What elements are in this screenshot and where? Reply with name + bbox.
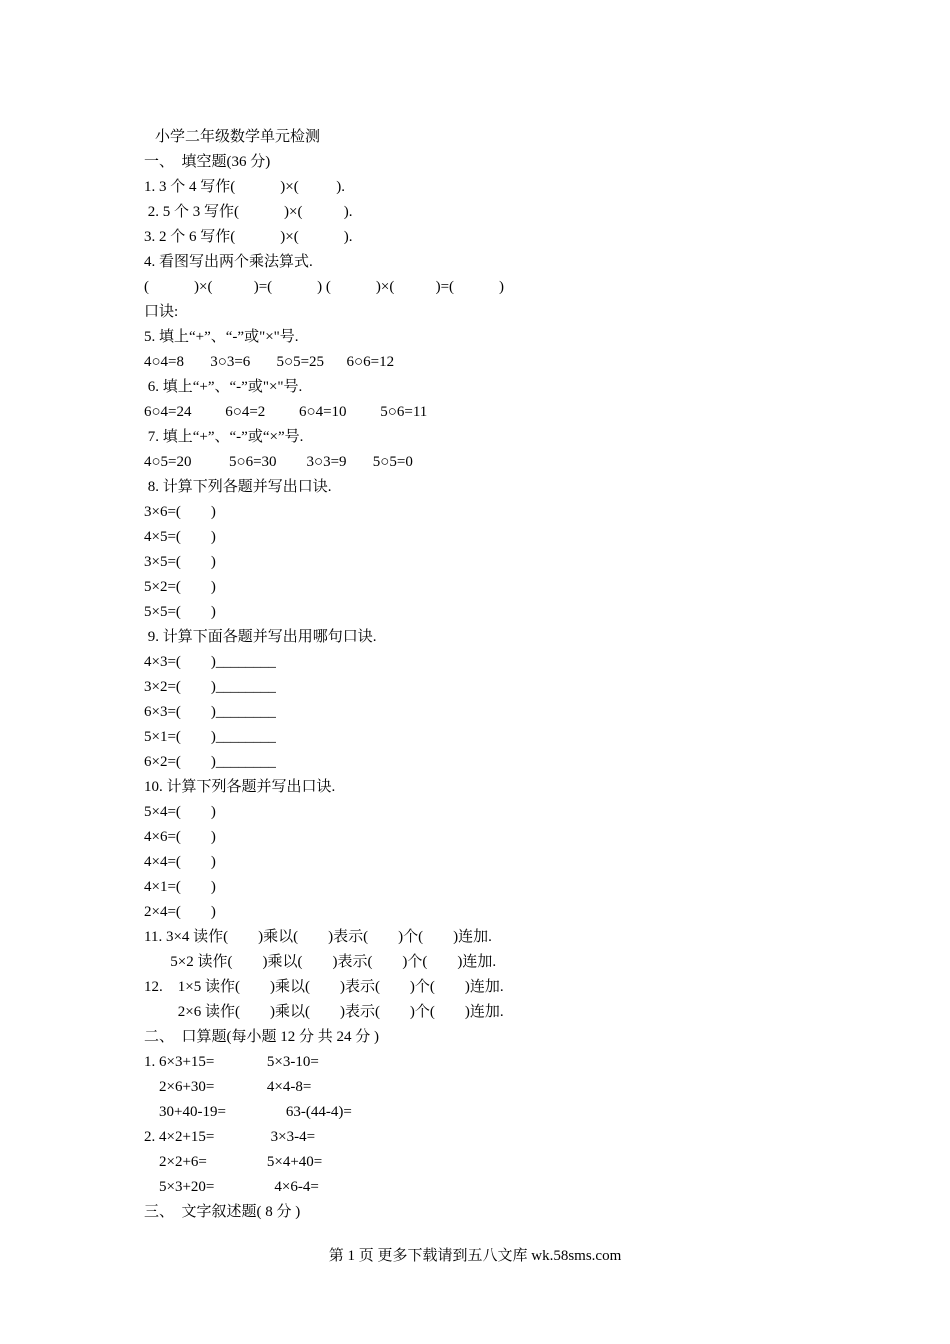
question-line: 10. 计算下列各题并写出口诀. bbox=[144, 779, 336, 795]
page-footer: 第 1 页 更多下载请到五八文库 wk.58sms.com bbox=[328, 1248, 622, 1264]
question-line: 2. 5 个 3 写作( )×( ). bbox=[144, 204, 353, 220]
question-line: 9. 计算下面各题并写出用哪句口诀. bbox=[144, 629, 377, 645]
question-line: 5×1=( )________ bbox=[144, 729, 276, 745]
question-line: 8. 计算下列各题并写出口诀. bbox=[144, 479, 332, 495]
question-line: 6×2=( )________ bbox=[144, 754, 276, 770]
question-line: 2×6 读作( )乘以( )表示( )个( )连加. bbox=[144, 1004, 504, 1020]
section-heading-fill-in: 一、 填空题(36 分) bbox=[144, 154, 271, 170]
question-line: 6○4=24 6○4=2 6○4=10 5○6=11 bbox=[144, 404, 428, 420]
question-line: 3×5=( ) bbox=[144, 554, 216, 570]
question-line: 4×1=( ) bbox=[144, 879, 216, 895]
question-line: 5×2=( ) bbox=[144, 579, 216, 595]
question-line: 3. 2 个 6 写作( )×( ). bbox=[144, 229, 353, 245]
question-line: 2×2+6= 5×4+40= bbox=[144, 1154, 323, 1170]
question-line: 3×2=( )________ bbox=[144, 679, 276, 695]
section-heading-word-problems: 三、 文字叙述题( 8 分 ) bbox=[144, 1204, 301, 1220]
question-line: ( )×( )=( ) ( )×( )=( ) bbox=[144, 279, 505, 295]
question-line: 30+40-19= 63-(44-4)= bbox=[144, 1104, 352, 1120]
question-line: 3×6=( ) bbox=[144, 504, 216, 520]
question-line: 4○5=20 5○6=30 3○3=9 5○5=0 bbox=[144, 454, 413, 470]
question-line: 2×4=( ) bbox=[144, 904, 216, 920]
question-line: 5×2 读作( )乘以( )表示( )个( )连加. bbox=[144, 954, 497, 970]
question-line: 4○4=8 3○3=6 5○5=25 6○6=12 bbox=[144, 354, 395, 370]
question-line: 5×5=( ) bbox=[144, 604, 216, 620]
question-line: 7. 填上“+”、“-”或“×”号. bbox=[144, 429, 304, 445]
question-line: 5. 填上“+”、“-”或"×"号. bbox=[144, 329, 299, 345]
question-line: 4×3=( )________ bbox=[144, 654, 276, 670]
question-line: 2. 4×2+15= 3×3-4= bbox=[144, 1129, 316, 1145]
question-line: 口诀: bbox=[144, 304, 179, 320]
question-line: 4×5=( ) bbox=[144, 529, 216, 545]
question-line: 5×4=( ) bbox=[144, 804, 216, 820]
question-line: 4×6=( ) bbox=[144, 829, 216, 845]
question-line: 6. 填上“+”、“-”或"×"号. bbox=[144, 379, 303, 395]
question-line: 4. 看图写出两个乘法算式. bbox=[144, 254, 313, 270]
question-line: 5×3+20= 4×6-4= bbox=[144, 1179, 319, 1195]
question-line: 4×4=( ) bbox=[144, 854, 216, 870]
question-line: 1. 3 个 4 写作( )×( ). bbox=[144, 179, 345, 195]
question-line: 2×6+30= 4×4-8= bbox=[144, 1079, 312, 1095]
question-line: 11. 3×4 读作( )乘以( )表示( )个( )连加. bbox=[144, 929, 492, 945]
document-title: 小学二年级数学单元检测 bbox=[155, 129, 321, 145]
question-line: 6×3=( )________ bbox=[144, 704, 276, 720]
question-line: 12. 1×5 读作( )乘以( )表示( )个( )连加. bbox=[144, 979, 504, 995]
question-line: 1. 6×3+15= 5×3-10= bbox=[144, 1054, 319, 1070]
section-heading-mental-math: 二、 口算题(每小题 12 分 共 24 分 ) bbox=[144, 1029, 379, 1045]
